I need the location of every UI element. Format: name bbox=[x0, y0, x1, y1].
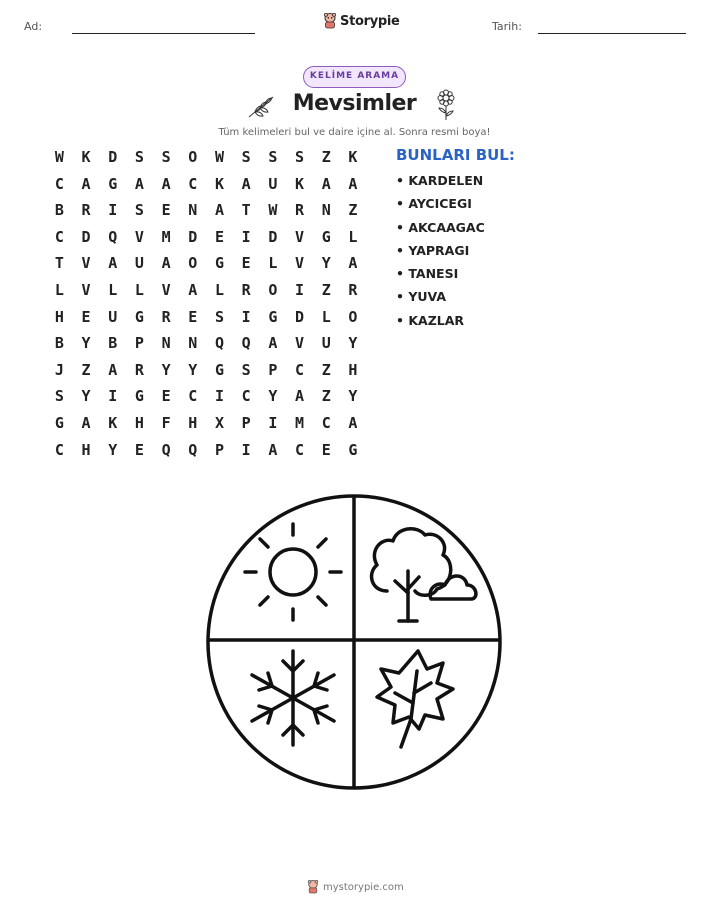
grid-letter[interactable]: K bbox=[108, 413, 118, 432]
grid-letter[interactable]: C bbox=[295, 440, 305, 459]
brand-name: Storypie bbox=[340, 13, 400, 29]
grid-letter[interactable]: Y bbox=[81, 334, 91, 353]
grid-letter[interactable]: K bbox=[348, 148, 358, 166]
grid-letter[interactable]: Y bbox=[161, 360, 171, 379]
grid-letter[interactable]: M bbox=[295, 413, 305, 432]
grid-letter[interactable]: C bbox=[295, 360, 305, 379]
grid-letter[interactable]: Y bbox=[188, 360, 198, 379]
grid-letter[interactable]: G bbox=[214, 360, 224, 379]
grid-letter[interactable]: P bbox=[268, 360, 278, 379]
grid-letter[interactable]: B bbox=[54, 201, 64, 220]
grid-letter[interactable]: C bbox=[241, 387, 251, 406]
grid-letter[interactable]: L bbox=[134, 280, 144, 299]
grid-letter[interactable]: E bbox=[188, 307, 198, 326]
grid-letter[interactable]: Y bbox=[348, 387, 358, 406]
grid-letter[interactable]: E bbox=[161, 387, 171, 406]
grid-letter[interactable]: F bbox=[161, 413, 171, 432]
page-title: Mevsimler bbox=[292, 91, 417, 116]
grid-letter[interactable]: R bbox=[134, 360, 144, 379]
name-line[interactable] bbox=[72, 33, 255, 34]
grid-row bbox=[46, 228, 366, 255]
grid-row bbox=[46, 254, 366, 281]
grid-letter[interactable]: M bbox=[161, 227, 171, 246]
grid-letter[interactable]: Q bbox=[241, 334, 251, 353]
grid-letter[interactable]: L bbox=[214, 280, 224, 299]
grid-letter[interactable]: S bbox=[241, 148, 251, 166]
grid-letter[interactable]: A bbox=[348, 413, 358, 432]
grid-letter[interactable]: K bbox=[81, 148, 91, 166]
grid-letter[interactable]: N bbox=[321, 201, 331, 220]
grid-letter[interactable]: R bbox=[161, 307, 171, 326]
grid-letter[interactable]: Z bbox=[321, 360, 331, 379]
grid-letter[interactable]: Q bbox=[108, 227, 118, 246]
grid-letter[interactable]: P bbox=[134, 334, 144, 353]
grid-letter[interactable]: V bbox=[134, 227, 144, 246]
grid-letter[interactable]: N bbox=[161, 334, 171, 353]
grid-letter[interactable]: E bbox=[134, 440, 144, 459]
grid-letter[interactable]: I bbox=[295, 280, 305, 299]
grid-letter[interactable]: R bbox=[241, 280, 251, 299]
grid-letter[interactable]: U bbox=[134, 254, 144, 273]
word-list-item: • AYCICEGI bbox=[396, 196, 472, 212]
grid-letter[interactable]: V bbox=[295, 254, 305, 273]
word-list bbox=[396, 171, 485, 334]
word-list-item: • YAPRAGI bbox=[396, 242, 470, 258]
grid-letter[interactable]: L bbox=[108, 280, 118, 299]
word-list-item: • KARDELEN bbox=[396, 173, 484, 188]
grid-letter[interactable]: H bbox=[54, 307, 64, 326]
grid-row bbox=[46, 308, 366, 335]
grid-letter[interactable]: O bbox=[348, 307, 358, 326]
grid-letter[interactable]: B bbox=[108, 334, 118, 353]
grid-letter[interactable]: V bbox=[161, 280, 171, 299]
grid-letter[interactable]: N bbox=[188, 334, 198, 353]
grid-letter[interactable]: A bbox=[241, 174, 251, 193]
grid-letter[interactable]: P bbox=[214, 440, 224, 459]
grid-letter[interactable]: G bbox=[214, 254, 224, 273]
grid-letter[interactable]: I bbox=[268, 413, 278, 432]
grid-letter[interactable]: S bbox=[268, 148, 278, 166]
grid-letter[interactable]: K bbox=[214, 174, 224, 193]
grid-letter[interactable]: C bbox=[54, 227, 64, 246]
grid-letter[interactable]: L bbox=[348, 227, 358, 246]
grid-row bbox=[46, 281, 366, 308]
grid-letter[interactable]: D bbox=[295, 307, 305, 326]
grid-letter[interactable]: A bbox=[295, 387, 305, 406]
grid-letter[interactable]: I bbox=[108, 387, 118, 406]
grid-letter[interactable]: Q bbox=[188, 440, 198, 459]
grid-letter[interactable]: C bbox=[188, 387, 198, 406]
grid-letter[interactable]: A bbox=[268, 440, 278, 459]
grid-letter[interactable]: K bbox=[295, 174, 305, 193]
grid-letter[interactable]: I bbox=[108, 201, 118, 220]
grid-letter[interactable]: H bbox=[81, 440, 91, 459]
grid-letter[interactable]: Z bbox=[321, 387, 331, 406]
grid-letter[interactable]: C bbox=[321, 413, 331, 432]
grid-letter[interactable]: L bbox=[54, 280, 64, 299]
grid-letter[interactable]: R bbox=[295, 201, 305, 220]
footer bbox=[307, 880, 404, 894]
word-list-item: • TANESI bbox=[396, 266, 459, 282]
grid-letter[interactable]: O bbox=[188, 254, 198, 273]
grid-letter[interactable]: A bbox=[214, 201, 224, 220]
worksheet-type-badge: KELİME ARAMA bbox=[303, 66, 406, 88]
grid-letter[interactable]: U bbox=[268, 174, 278, 193]
grid-letter[interactable]: N bbox=[188, 201, 198, 220]
grid-letter[interactable]: C bbox=[54, 174, 64, 193]
grid-letter[interactable]: U bbox=[321, 334, 331, 353]
grid-letter[interactable]: A bbox=[348, 174, 358, 193]
grid-letter[interactable]: D bbox=[268, 227, 278, 246]
grid-letter[interactable]: H bbox=[188, 413, 198, 432]
grid-letter[interactable]: L bbox=[321, 307, 331, 326]
grid-letter[interactable]: E bbox=[161, 201, 171, 220]
grid-letter[interactable]: S bbox=[214, 307, 224, 326]
word-list-item: • KAZLAR bbox=[396, 312, 465, 328]
grid-letter[interactable]: A bbox=[268, 334, 278, 353]
grid-row bbox=[46, 387, 366, 414]
grid-letter[interactable]: A bbox=[348, 254, 358, 273]
grid-row bbox=[46, 148, 366, 175]
grid-letter[interactable]: Y bbox=[81, 387, 91, 406]
grid-letter[interactable]: Z bbox=[321, 148, 331, 166]
grid-letter[interactable]: D bbox=[188, 227, 198, 246]
grid-letter[interactable]: D bbox=[108, 148, 118, 166]
grid-letter[interactable]: Z bbox=[81, 360, 91, 379]
grid-letter[interactable]: I bbox=[241, 440, 251, 459]
grid-letter[interactable]: E bbox=[241, 254, 251, 273]
grid-letter[interactable]: G bbox=[54, 413, 64, 432]
word-list-item: • YUVA bbox=[396, 289, 447, 305]
grid-letter[interactable]: A bbox=[81, 413, 91, 432]
grid-letter[interactable]: B bbox=[54, 334, 64, 353]
grid-letter[interactable]: R bbox=[348, 280, 358, 299]
grid-letter[interactable]: T bbox=[54, 254, 64, 273]
grid-letter[interactable]: Q bbox=[161, 440, 171, 459]
date-label: Tarih: bbox=[492, 20, 522, 33]
grid-row bbox=[46, 175, 366, 202]
grid-letter[interactable]: V bbox=[295, 227, 305, 246]
grid-letter[interactable]: V bbox=[295, 334, 305, 353]
grid-letter[interactable]: G bbox=[108, 174, 118, 193]
grid-letter[interactable]: W bbox=[268, 201, 278, 220]
grid-letter[interactable]: S bbox=[161, 148, 171, 166]
grid-letter[interactable]: A bbox=[161, 254, 171, 273]
grid-letter[interactable]: I bbox=[241, 227, 251, 246]
mascot-icon bbox=[323, 13, 337, 29]
grid-letter[interactable]: W bbox=[214, 148, 224, 166]
grid-letter[interactable]: G bbox=[134, 307, 144, 326]
word-list-item: • AKCAAGAC bbox=[396, 219, 485, 235]
grid-row bbox=[46, 441, 366, 468]
grid-letter[interactable]: W bbox=[54, 148, 64, 166]
grid-letter[interactable]: X bbox=[214, 413, 224, 432]
mascot-icon bbox=[307, 880, 319, 894]
grid-row bbox=[46, 334, 366, 361]
grid-row bbox=[46, 201, 366, 228]
grid-letter[interactable]: V bbox=[81, 254, 91, 273]
grid-letter[interactable]: A bbox=[321, 174, 331, 193]
grid-letter[interactable]: S bbox=[134, 201, 144, 220]
grid-letter[interactable]: Y bbox=[321, 254, 331, 273]
flower-icon bbox=[434, 89, 458, 121]
grid-letter[interactable]: A bbox=[134, 174, 144, 193]
grid-letter[interactable]: D bbox=[81, 227, 91, 246]
brand-logo bbox=[323, 13, 400, 29]
grid-letter[interactable]: A bbox=[108, 360, 118, 379]
grid-letter[interactable]: A bbox=[81, 174, 91, 193]
grid-letter[interactable]: I bbox=[241, 307, 251, 326]
grid-row bbox=[46, 361, 366, 388]
grid-letter[interactable]: A bbox=[161, 174, 171, 193]
grid-letter[interactable]: C bbox=[54, 440, 64, 459]
grid-letter[interactable]: G bbox=[134, 387, 144, 406]
grid-letter[interactable]: O bbox=[268, 280, 278, 299]
grid-letter[interactable]: Y bbox=[348, 334, 358, 353]
instructions: Tüm kelimeleri bul ve daire içine al. Sonra resmi boya! bbox=[218, 127, 491, 138]
grid-letter[interactable]: G bbox=[321, 227, 331, 246]
word-list-title: BUNLARI BUL: bbox=[396, 146, 515, 164]
grid-letter[interactable]: S bbox=[295, 148, 305, 166]
grid-row bbox=[46, 414, 366, 441]
grid-letter[interactable]: S bbox=[54, 387, 64, 406]
grid-letter[interactable]: V bbox=[81, 280, 91, 299]
grid-letter[interactable]: J bbox=[54, 360, 64, 379]
grid-letter[interactable]: S bbox=[241, 360, 251, 379]
grid-letter[interactable]: H bbox=[348, 360, 358, 379]
grid-letter[interactable]: Z bbox=[348, 201, 358, 220]
grid-letter[interactable]: E bbox=[81, 307, 91, 326]
grid-letter[interactable]: G bbox=[268, 307, 278, 326]
grid-letter[interactable]: O bbox=[188, 148, 198, 166]
grid-letter[interactable]: S bbox=[134, 148, 144, 166]
grid-letter[interactable]: G bbox=[348, 440, 358, 459]
name-label: Ad: bbox=[24, 20, 43, 33]
grid-letter[interactable]: A bbox=[188, 280, 198, 299]
grid-letter[interactable]: L bbox=[268, 254, 278, 273]
grid-letter[interactable]: C bbox=[188, 174, 198, 193]
grid-letter[interactable]: A bbox=[108, 254, 118, 273]
grid-letter[interactable]: H bbox=[134, 413, 144, 432]
grid-letter[interactable]: Y bbox=[108, 440, 118, 459]
grid-letter[interactable]: Y bbox=[268, 387, 278, 406]
grid-letter[interactable]: E bbox=[321, 440, 331, 459]
seasons-illustration bbox=[205, 493, 503, 791]
grid-letter[interactable]: R bbox=[81, 201, 91, 220]
grid-letter[interactable]: Q bbox=[214, 334, 224, 353]
grid-letter[interactable]: T bbox=[241, 201, 251, 220]
letter-grid bbox=[46, 148, 366, 467]
date-line[interactable] bbox=[538, 33, 686, 34]
grid-letter[interactable]: U bbox=[108, 307, 118, 326]
grid-letter[interactable]: E bbox=[214, 227, 224, 246]
grid-letter[interactable]: I bbox=[214, 387, 224, 406]
grid-letter[interactable]: Z bbox=[321, 280, 331, 299]
grid-letter[interactable]: P bbox=[241, 413, 251, 432]
footer-url[interactable]: mystorypie.com bbox=[323, 881, 404, 893]
